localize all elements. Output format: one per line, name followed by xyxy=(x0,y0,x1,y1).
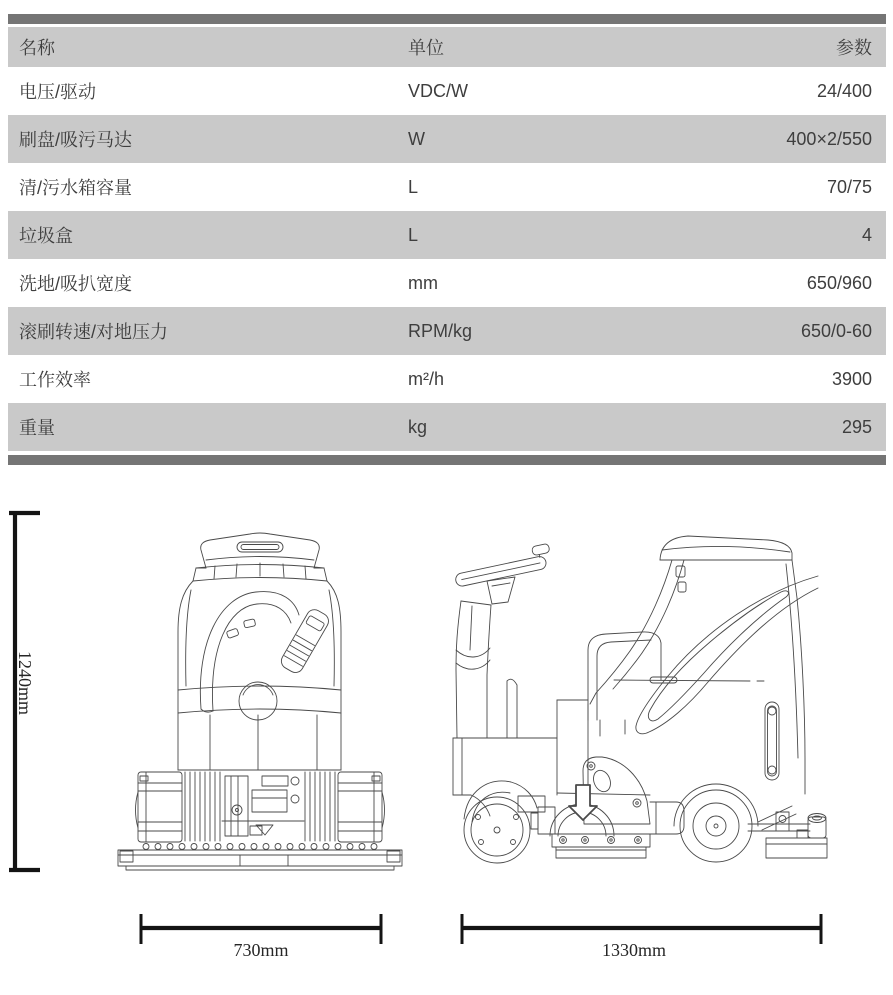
table-row xyxy=(8,307,886,355)
row-name: 清/污水箱容量 xyxy=(19,178,133,198)
table-row xyxy=(8,259,886,307)
row-unit: L xyxy=(408,176,419,197)
row-unit: VDC/W xyxy=(408,80,468,101)
table-row xyxy=(8,211,886,259)
row-name: 刷盘/吸污马达 xyxy=(19,130,133,150)
table-row xyxy=(8,355,886,403)
header-name: 名称 xyxy=(19,38,55,58)
row-unit: L xyxy=(408,224,419,245)
row-name: 垃圾盒 xyxy=(19,226,73,246)
table-bottom-bar xyxy=(8,455,886,465)
technical-drawing xyxy=(0,480,893,995)
spec-table xyxy=(8,14,886,465)
width-dimension-label: 730mm xyxy=(233,940,289,960)
row-unit: W xyxy=(408,128,425,149)
row-value: 3900 xyxy=(831,368,872,389)
table-row xyxy=(8,403,886,451)
height-dimension-label: 1240mm xyxy=(15,650,35,716)
row-name: 洗地/吸扒宽度 xyxy=(19,274,133,294)
side-view-drawing xyxy=(452,536,827,863)
length-dimension xyxy=(461,914,822,960)
row-unit: RPM/kg xyxy=(408,320,473,341)
height-dimension xyxy=(9,513,40,870)
table-top-bar xyxy=(8,14,886,24)
row-value: 295 xyxy=(841,416,872,437)
row-value: 650/0-60 xyxy=(800,320,872,341)
row-value: 650/960 xyxy=(806,272,872,293)
row-name: 滚刷转速/对地压力 xyxy=(19,322,169,342)
header-value: 参数 xyxy=(836,38,872,58)
row-unit: mm xyxy=(408,272,438,293)
header-unit: 单位 xyxy=(408,38,444,58)
row-name: 工作效率 xyxy=(19,370,91,390)
front-view-drawing xyxy=(118,533,402,870)
row-value: 70/75 xyxy=(826,176,872,197)
width-dimension xyxy=(140,914,382,960)
table-row xyxy=(8,115,886,163)
table-header-row xyxy=(8,27,886,67)
row-value: 24/400 xyxy=(816,80,872,101)
row-name: 重量 xyxy=(19,418,55,438)
row-unit: kg xyxy=(408,416,428,437)
table-row xyxy=(8,67,886,115)
row-name: 电压/驱动 xyxy=(19,82,97,102)
length-dimension-label: 1330mm xyxy=(601,940,667,960)
table-row xyxy=(8,163,886,211)
row-value: 4 xyxy=(861,224,872,245)
row-value: 400×2/550 xyxy=(786,128,872,149)
row-unit: m²/h xyxy=(408,368,444,389)
